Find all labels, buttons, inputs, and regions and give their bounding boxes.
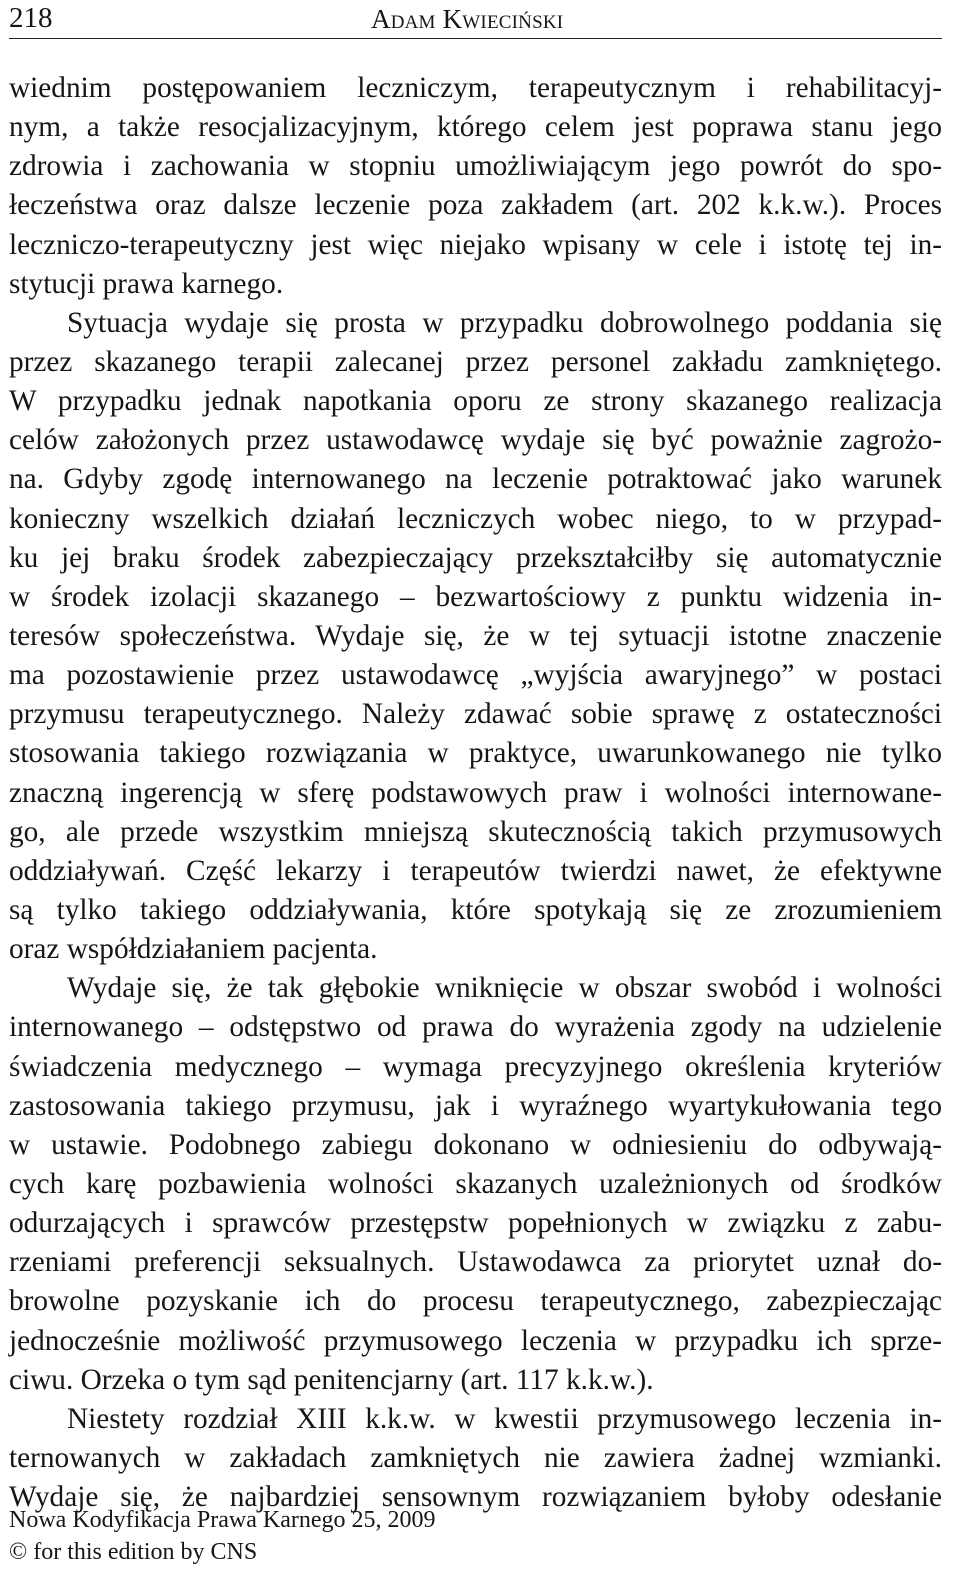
text-line: browolne pozyskanie ich do procesu terapeutycznego, zabezpieczając bbox=[9, 1285, 942, 1318]
text-line: wiednim postępowaniem leczniczym, terapeutycznym i rehabilitacyj- bbox=[9, 72, 942, 104]
text-line: Wydaje się, że najbardziej sensownym rozwiązaniem byłoby odesłanie bbox=[9, 1481, 942, 1514]
text-line: ciwu. Orzeka o tym sąd penitencjarny (art. 117 k.k.w.). bbox=[9, 1363, 654, 1396]
text-line: świadczenia medycznego – wymaga precyzyjnego określenia kryteriów bbox=[9, 1050, 942, 1083]
text-line: konieczny wszelkich działań leczniczych wobec niego, to w przypad- bbox=[9, 502, 942, 535]
body-text bbox=[9, 69, 942, 1517]
copyright-notice: © for this edition by CNS bbox=[9, 1539, 258, 1565]
journal-citation: Nowa Kodyfikacja Prawa Karnego 25, 2009 bbox=[9, 1507, 436, 1533]
text-line: nym, a także resocjalizacyjnym, którego celem jest poprawa stanu jego bbox=[9, 111, 942, 144]
page-number: 218 bbox=[9, 2, 53, 34]
page-header bbox=[9, 0, 942, 40]
text-line: zdrowia i zachowania w stopniu umożliwiającym jego powrót do spo- bbox=[9, 150, 942, 183]
text-line: rzeniami preferencji seksualnych. Ustawodawca za priorytet uznał do- bbox=[9, 1246, 942, 1279]
text-line: celów założonych przez ustawodawcę wydaje się być poważnie zagrożo- bbox=[9, 424, 942, 457]
page-footer bbox=[9, 1504, 436, 1568]
text-line: stytucji prawa karnego. bbox=[9, 267, 284, 300]
text-line: oddziaływań. Część lekarzy i terapeutów twierdzi nawet, że efektywne bbox=[9, 854, 942, 887]
text-line: odurzających i sprawców przestępstw popełnionych w związku z zabu- bbox=[9, 1207, 942, 1240]
text-line: ku jej braku środek zabezpieczający przekształciłby się automatycznie bbox=[9, 541, 942, 574]
text-line: stosowania takiego rozwiązania w praktyce, uwarunkowanego nie tylko bbox=[9, 737, 942, 770]
text-line: Niestety rozdział XIII k.k.w. w kwestii przymusowego leczenia in- bbox=[67, 1402, 942, 1435]
text-line: Sytuacja wydaje się prosta w przypadku dobrowolnego poddania się bbox=[67, 306, 942, 339]
text-line: przez skazanego terapii zalecanej przez personel zakładu zamkniętego. bbox=[9, 345, 942, 378]
running-head: Adam Kwieciński bbox=[371, 4, 564, 34]
text-line: W przypadku jednak napotkania oporu ze strony skazanego realizacja bbox=[9, 385, 942, 418]
text-line: teresów społeczeństwa. Wydaje się, że w tej sytuacji istotne znaczenie bbox=[9, 619, 942, 652]
text-line: przymusu terapeutycznego. Należy zdawać sobie sprawę z ostateczności bbox=[9, 698, 942, 731]
text-line: jednocześnie możliwość przymusowego leczenia w przypadku ich sprze- bbox=[9, 1324, 942, 1357]
text-line: cych karę pozbawienia wolności skazanych uzależnionych od środków bbox=[9, 1167, 942, 1200]
text-line: znaczną ingerencją w sferę podstawowych praw i wolności internowane- bbox=[9, 776, 942, 809]
text-line: łeczeństwa oraz dalsze leczenie poza zakładem (art. 202 k.k.w.). Proces bbox=[9, 189, 942, 222]
text-line: leczniczo-terapeutyczny jest więc niejako wpisany w cele i istotę tej in- bbox=[9, 228, 942, 261]
text-line: zastosowania takiego przymusu, jak i wyraźnego wyartykułowania tego bbox=[9, 1089, 942, 1122]
text-line: ma pozostawienie przez ustawodawcę „wyjścia awaryjnego” w postaci bbox=[9, 659, 942, 692]
text-line: w środek izolacji skazanego – bezwartościowy z punktu widzenia in- bbox=[9, 580, 942, 613]
text-line: w ustawie. Podobnego zabiegu dokonano w odniesieniu do odbywają- bbox=[9, 1128, 942, 1161]
text-line: na. Gdyby zgodę internowanego na leczenie potraktować jako warunek bbox=[9, 463, 942, 496]
text-line: oraz współdziałaniem pacjenta. bbox=[9, 933, 378, 966]
text-line: go, ale przede wszystkim mniejszą skutecznością takich przymusowych bbox=[9, 815, 942, 848]
text-line: internowanego – odstępstwo od prawa do wyrażenia zgody na udzielenie bbox=[9, 1011, 942, 1044]
header-rule bbox=[9, 38, 942, 39]
text-line: ternowanych w zakładach zamkniętych nie zawiera żadnej wzmianki. bbox=[9, 1441, 942, 1474]
text-line: są tylko takiego oddziaływania, które spotykają się ze zrozumieniem bbox=[9, 893, 942, 926]
text-line: Wydaje się, że tak głębokie wniknięcie w obszar swobód i wolności bbox=[67, 972, 942, 1005]
